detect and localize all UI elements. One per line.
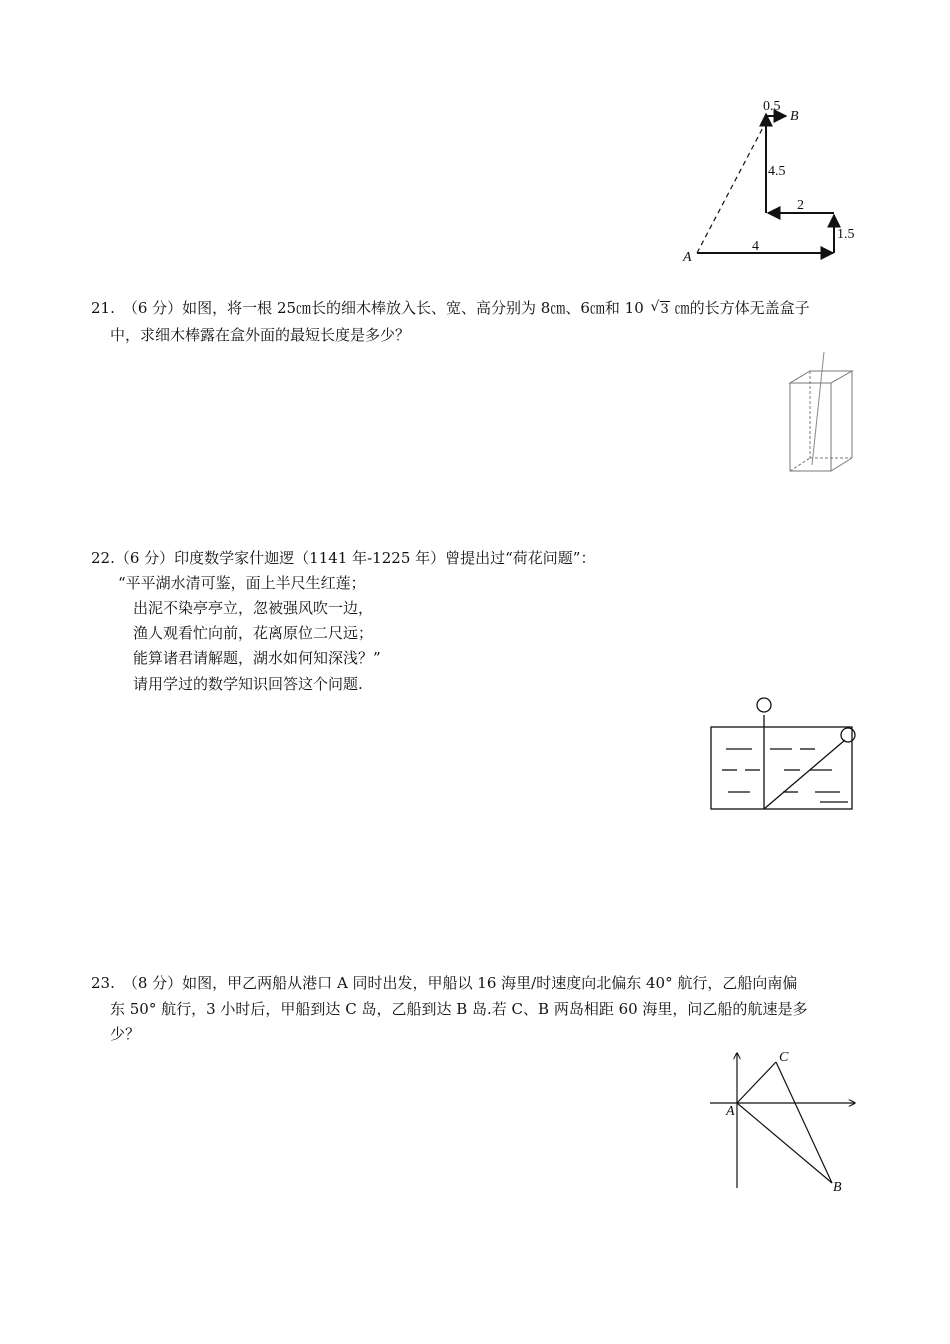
q22-score: （6 分） [114, 549, 175, 567]
q23-line3: 少？ [110, 1025, 141, 1043]
label-15: 1.5 [837, 227, 855, 242]
q23-line2: 东 50° 航行，3 小时后，甲船到达 C 岛，乙船到达 B 岛.若 C、B 两岛相距 60 海里，问乙船的航速是多 [110, 1000, 808, 1018]
q21-text-b: ㎝的长方体无盖盒子 [674, 299, 810, 317]
label-45: 4.5 [768, 164, 786, 179]
segment-ab [737, 1103, 832, 1183]
label-c: C [779, 1050, 789, 1065]
q22-poem-3: 渔人观看忙向前，花离原位二尺远； [133, 624, 374, 642]
label-a: A [683, 250, 692, 265]
q21-score: （6 分） [122, 299, 183, 317]
q23-score: （8 分） [122, 974, 183, 992]
q22-poem-2: 出泥不染亭亭立，忽被强风吹一边， [133, 599, 374, 617]
label-2: 2 [797, 198, 804, 213]
segment-ac [737, 1062, 776, 1103]
q22-number: 22. [91, 549, 115, 567]
q22-text: 印度数学家什迦逻（1141 年-1225 年）曾提出过“荷花问题”： [174, 549, 596, 567]
q22-poem-1: “平平湖水清可鉴，面上半尺生红莲； [118, 574, 366, 592]
q22-ask: 请用学过的数学知识回答这个问题. [133, 675, 363, 693]
q21-text-a: 如图，将一根 25㎝长的细木棒放入长、宽、高分别为 8㎝、6㎝和 10 [182, 299, 644, 317]
q23-number: 23. [91, 974, 115, 992]
q21-sqrt: √ 3 [651, 298, 670, 320]
q22-poem-4: 能算诸君请解题，湖水如何知深浅？” [133, 649, 381, 667]
label-a2: A [726, 1104, 735, 1119]
label-05: 0.5 [763, 99, 781, 114]
label-b2: B [833, 1180, 842, 1195]
label-4: 4 [752, 239, 759, 254]
label-b: B [790, 109, 799, 124]
q21-line2: 中，求细木棒露在盒外面的最短长度是多少？ [110, 326, 411, 344]
q23-text1: 如图，甲乙两船从港口 A 同时出发，甲船以 16 海里/时速度向北偏东 40° 航行，乙船向南偏 [182, 974, 798, 992]
q21-number: 21. [91, 299, 115, 317]
segment-cb [776, 1062, 832, 1183]
